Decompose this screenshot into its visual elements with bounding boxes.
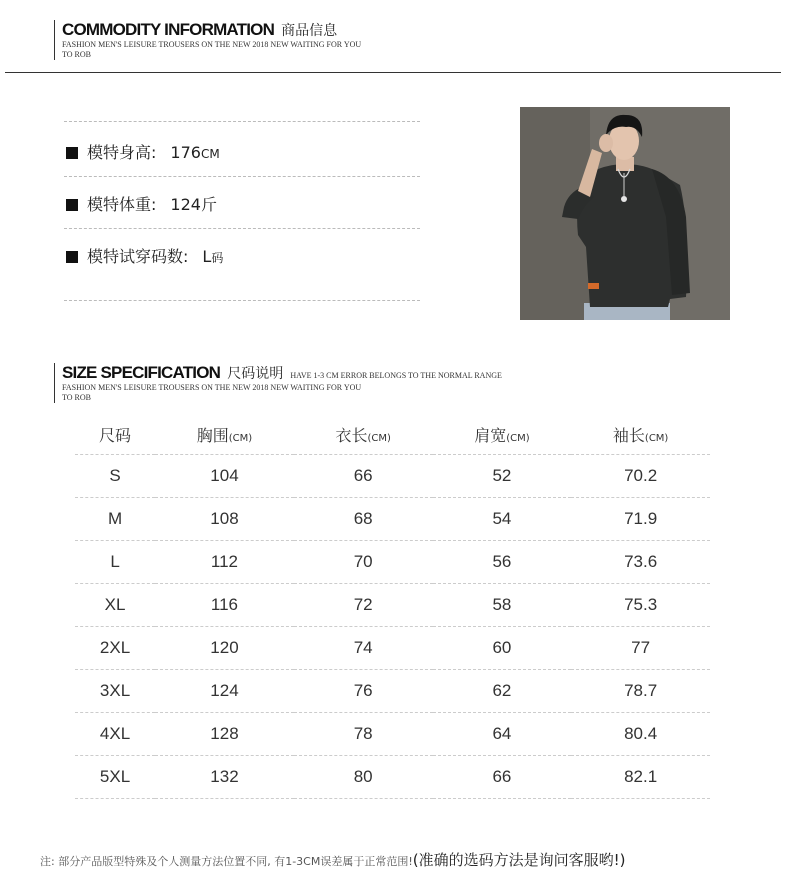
table-row bbox=[75, 627, 710, 670]
model-size-unit: 码 bbox=[211, 251, 224, 265]
cell-length: 66 bbox=[294, 455, 433, 498]
cell-chest: 132 bbox=[155, 756, 294, 799]
cell-length: 76 bbox=[294, 670, 433, 713]
model-height-unit: CM bbox=[200, 147, 220, 161]
cell-shoulder: 58 bbox=[433, 584, 572, 627]
table-row bbox=[75, 713, 710, 756]
cell-sleeve: 77 bbox=[571, 627, 710, 670]
cell-length: 80 bbox=[294, 756, 433, 799]
table-row bbox=[75, 756, 710, 799]
model-height-row bbox=[66, 140, 220, 163]
cell-sleeve: 75.3 bbox=[571, 584, 710, 627]
footer-note-small: 注: 部分产品版型特殊及个人测量方法位置不同, 有1-3CM误差属于正常范围! bbox=[40, 855, 413, 868]
cell-shoulder: 66 bbox=[433, 756, 572, 799]
table-row bbox=[75, 584, 710, 627]
table-row bbox=[75, 541, 710, 584]
cell-chest: 112 bbox=[155, 541, 294, 584]
size-spec-title-en: SIZE SPECIFICATION bbox=[62, 363, 221, 382]
cell-size: XL bbox=[75, 584, 155, 627]
commodity-title-cn: 商品信息 bbox=[281, 23, 338, 39]
cell-chest: 120 bbox=[155, 627, 294, 670]
cell-size: 4XL bbox=[75, 713, 155, 756]
header-sleeve: 袖长(CM) bbox=[571, 414, 710, 455]
cell-length: 72 bbox=[294, 584, 433, 627]
cell-length: 70 bbox=[294, 541, 433, 584]
cell-sleeve: 70.2 bbox=[571, 455, 710, 498]
commodity-subtitle: FASHION MEN'S LEISURE TROUSERS ON THE NEW 2018 NEW WAITING FOR YOU TO ROB bbox=[62, 40, 362, 59]
cell-shoulder: 56 bbox=[433, 541, 572, 584]
square-bullet-icon bbox=[66, 147, 78, 159]
cell-length: 68 bbox=[294, 498, 433, 541]
size-spec-note: HAVE 1-3 CM ERROR BELONGS TO THE NORMAL RANGE bbox=[290, 371, 502, 380]
model-photo bbox=[520, 107, 730, 320]
cell-length: 78 bbox=[294, 713, 433, 756]
divider bbox=[64, 176, 420, 177]
footer-note-big: (准确的选码方法是询问客服哟!) bbox=[412, 851, 626, 869]
cell-chest: 108 bbox=[155, 498, 294, 541]
header-shoulder: 肩宽(CM) bbox=[433, 414, 572, 455]
size-spec-subtitle: FASHION MEN'S LEISURE TROUSERS ON THE NEW 2018 NEW WAITING FOR YOU TO ROB bbox=[62, 383, 362, 402]
cell-sleeve: 82.1 bbox=[571, 756, 710, 799]
cell-shoulder: 60 bbox=[433, 627, 572, 670]
divider bbox=[64, 300, 420, 301]
table-row bbox=[75, 455, 710, 498]
cell-shoulder: 62 bbox=[433, 670, 572, 713]
cell-sleeve: 73.6 bbox=[571, 541, 710, 584]
commodity-header bbox=[54, 20, 372, 60]
model-size-label: 模特试穿码数: bbox=[87, 247, 189, 266]
model-size-value: L bbox=[202, 247, 212, 266]
cell-sleeve: 71.9 bbox=[571, 498, 710, 541]
cell-size: L bbox=[75, 541, 155, 584]
cell-size: 2XL bbox=[75, 627, 155, 670]
cell-sleeve: 80.4 bbox=[571, 713, 710, 756]
divider bbox=[64, 121, 420, 122]
cell-size: M bbox=[75, 498, 155, 541]
model-weight-value: 124斤 bbox=[170, 195, 217, 214]
divider bbox=[64, 228, 420, 229]
cell-chest: 116 bbox=[155, 584, 294, 627]
cell-size: 3XL bbox=[75, 670, 155, 713]
square-bullet-icon bbox=[66, 199, 78, 211]
cell-shoulder: 54 bbox=[433, 498, 572, 541]
size-spec-title-cn: 尺码说明 bbox=[227, 366, 284, 382]
table-row bbox=[75, 498, 710, 541]
cell-size: 5XL bbox=[75, 756, 155, 799]
table-row bbox=[75, 670, 710, 713]
cell-chest: 104 bbox=[155, 455, 294, 498]
model-photo-illustration bbox=[520, 107, 730, 320]
cell-chest: 128 bbox=[155, 713, 294, 756]
cell-sleeve: 78.7 bbox=[571, 670, 710, 713]
cell-size: S bbox=[75, 455, 155, 498]
square-bullet-icon bbox=[66, 251, 78, 263]
model-weight-label: 模特体重: bbox=[87, 195, 157, 214]
header-length: 衣长(CM) bbox=[294, 414, 433, 455]
size-table bbox=[75, 414, 710, 799]
cell-shoulder: 52 bbox=[433, 455, 572, 498]
model-weight-row bbox=[66, 192, 217, 215]
header-chest: 胸围(CM) bbox=[155, 414, 294, 455]
commodity-title-en: COMMODITY INFORMATION bbox=[62, 20, 275, 39]
header-size: 尺码 bbox=[75, 414, 155, 455]
model-height-label: 模特身高: bbox=[87, 143, 157, 162]
cell-chest: 124 bbox=[155, 670, 294, 713]
model-height-value: 176 bbox=[170, 143, 201, 162]
model-size-row bbox=[66, 244, 223, 267]
footer-note bbox=[40, 849, 625, 870]
header-divider bbox=[5, 72, 781, 73]
cell-length: 74 bbox=[294, 627, 433, 670]
size-spec-header bbox=[54, 363, 502, 403]
cell-shoulder: 64 bbox=[433, 713, 572, 756]
size-table-header-row bbox=[75, 414, 710, 455]
